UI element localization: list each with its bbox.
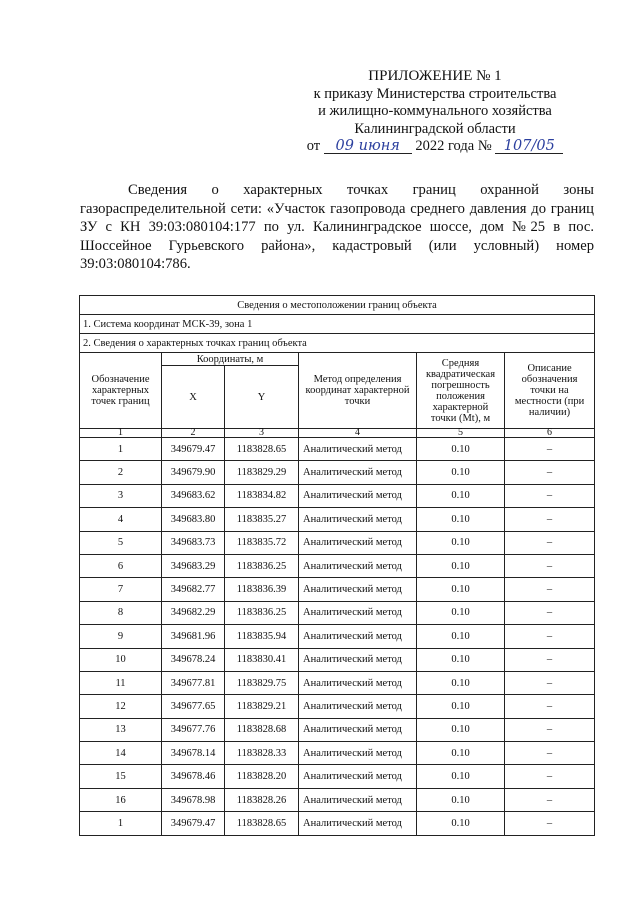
cell-x: 349677.76 [162, 718, 225, 741]
table-row [80, 601, 595, 624]
cell-error: 0.10 [417, 438, 505, 461]
cell-y: 1183835.94 [225, 625, 299, 648]
cell-point-number: 13 [80, 718, 162, 741]
cell-error: 0.10 [417, 812, 505, 835]
cell-x: 349682.77 [162, 578, 225, 601]
cell-description: – [505, 671, 595, 694]
cell-point-number: 7 [80, 578, 162, 601]
cell-error: 0.10 [417, 625, 505, 648]
cell-point-number: 10 [80, 648, 162, 671]
cell-method: Аналитический метод [299, 438, 417, 461]
cell-point-number: 2 [80, 461, 162, 484]
cell-description: – [505, 508, 595, 531]
column-number: 1 [80, 429, 162, 438]
cell-method: Аналитический метод [299, 788, 417, 811]
cell-method: Аналитический метод [299, 554, 417, 577]
cell-description: – [505, 578, 595, 601]
table-row [80, 578, 595, 601]
cell-y: 1183835.72 [225, 531, 299, 554]
cell-error: 0.10 [417, 718, 505, 741]
appendix-title: ПРИЛОЖЕНИЕ № 1 [368, 68, 502, 84]
cell-point-number: 6 [80, 554, 162, 577]
table-row [80, 788, 595, 811]
cell-method: Аналитический метод [299, 742, 417, 765]
header-y: Y [225, 366, 299, 429]
cell-description: – [505, 531, 595, 554]
section-coordinate-system: 1. Система координат МСК-39, зона 1 [80, 315, 595, 334]
cell-method: Аналитический метод [299, 461, 417, 484]
cell-y: 1183828.20 [225, 765, 299, 788]
cell-x: 349677.65 [162, 695, 225, 718]
cell-description: – [505, 438, 595, 461]
cell-error: 0.10 [417, 484, 505, 507]
table-row [80, 671, 595, 694]
intro-paragraph: Сведения о характерных точках границ охранной зоны газораспределительной сети: «Участок газопровода среднего давления до границ ЗУ с КН 39:03:080104:177 по ул. Калининградское шоссе, дом №25 в пос. Шоссейное Гурьевского района», кадастровый (или условный) номер 39:03:080104:786. [80, 182, 594, 273]
cell-error: 0.10 [417, 601, 505, 624]
cell-description: – [505, 695, 595, 718]
column-number: 4 [299, 429, 417, 438]
cell-method: Аналитический метод [299, 601, 417, 624]
cell-y: 1183830.41 [225, 648, 299, 671]
cell-point-number: 9 [80, 625, 162, 648]
cell-method: Аналитический метод [299, 484, 417, 507]
cell-y: 1183835.27 [225, 508, 299, 531]
cell-method: Аналитический метод [299, 671, 417, 694]
cell-point-number: 16 [80, 788, 162, 811]
cell-error: 0.10 [417, 788, 505, 811]
cell-error: 0.10 [417, 578, 505, 601]
table-row [80, 484, 595, 507]
cell-x: 349681.96 [162, 625, 225, 648]
table-row [80, 461, 595, 484]
cell-method: Аналитический метод [299, 812, 417, 835]
cell-x: 349678.98 [162, 788, 225, 811]
header-method: Метод определения координат характерной точки [299, 353, 417, 429]
cell-x: 349679.90 [162, 461, 225, 484]
cell-point-number: 8 [80, 601, 162, 624]
table-row [80, 765, 595, 788]
boundary-points-table [79, 295, 595, 836]
header-coordinates: Координаты, м [162, 353, 299, 366]
cell-x: 349683.80 [162, 508, 225, 531]
cell-error: 0.10 [417, 648, 505, 671]
cell-description: – [505, 484, 595, 507]
cell-method: Аналитический метод [299, 578, 417, 601]
cell-point-number: 3 [80, 484, 162, 507]
cell-description: – [505, 742, 595, 765]
cell-y: 1183828.68 [225, 718, 299, 741]
table-row [80, 648, 595, 671]
handwritten-date: 09 июня [324, 139, 412, 154]
column-number: 2 [162, 429, 225, 438]
cell-method: Аналитический метод [299, 508, 417, 531]
cell-description: – [505, 601, 595, 624]
appendix-line-3: Калининградской области [354, 120, 516, 137]
cell-method: Аналитический метод [299, 718, 417, 741]
cell-method: Аналитический метод [299, 648, 417, 671]
cell-y: 1183829.75 [225, 671, 299, 694]
cell-point-number: 12 [80, 695, 162, 718]
header-x: X [162, 366, 225, 429]
cell-y: 1183834.82 [225, 484, 299, 507]
table-row [80, 742, 595, 765]
date-prefix: от [306, 138, 321, 154]
cell-point-number: 11 [80, 671, 162, 694]
appendix-header [300, 68, 570, 156]
cell-x: 349683.29 [162, 554, 225, 577]
cell-description: – [505, 461, 595, 484]
cell-description: – [505, 788, 595, 811]
cell-point-number: 15 [80, 765, 162, 788]
cell-x: 349682.29 [162, 601, 225, 624]
appendix-line-2: и жилищно-коммунального хозяйства [318, 103, 552, 119]
table-row [80, 812, 595, 835]
cell-point-number: 4 [80, 508, 162, 531]
cell-y: 1183836.25 [225, 554, 299, 577]
appendix-date-line [300, 138, 570, 156]
cell-error: 0.10 [417, 742, 505, 765]
cell-point-number: 14 [80, 742, 162, 765]
cell-x: 349678.14 [162, 742, 225, 765]
cell-x: 349678.46 [162, 765, 225, 788]
cell-y: 1183836.25 [225, 601, 299, 624]
cell-method: Аналитический метод [299, 765, 417, 788]
column-number: 3 [225, 429, 299, 438]
cell-y: 1183828.33 [225, 742, 299, 765]
section-points-info: 2. Сведения о характерных точках границ объекта [80, 334, 595, 353]
cell-point-number: 5 [80, 531, 162, 554]
cell-method: Аналитический метод [299, 695, 417, 718]
cell-description: – [505, 648, 595, 671]
column-number: 6 [505, 429, 595, 438]
cell-x: 349683.73 [162, 531, 225, 554]
cell-x: 349683.62 [162, 484, 225, 507]
cell-method: Аналитический метод [299, 531, 417, 554]
appendix-line-1: к приказу Министерства строительства [313, 85, 557, 102]
cell-point-number: 1 [80, 812, 162, 835]
cell-x: 349677.81 [162, 671, 225, 694]
table-row [80, 508, 595, 531]
cell-description: – [505, 554, 595, 577]
table-row [80, 438, 595, 461]
cell-y: 1183828.65 [225, 438, 299, 461]
header-point-designation: Обозначение характерных точек границ [80, 353, 162, 429]
cell-x: 349679.47 [162, 812, 225, 835]
column-number: 5 [417, 429, 505, 438]
table-row [80, 718, 595, 741]
table-row [80, 695, 595, 718]
cell-y: 1183829.21 [225, 695, 299, 718]
cell-error: 0.10 [417, 671, 505, 694]
cell-x: 349678.24 [162, 648, 225, 671]
table-row [80, 625, 595, 648]
cell-error: 0.10 [417, 695, 505, 718]
table-row [80, 531, 595, 554]
header-description: Описание обозначения точки на местности (при наличии) [505, 353, 595, 429]
year-text: 2022 года № [415, 138, 492, 154]
header-error: Средняя квадратическая погрешность положения характерной точки (Mt), м [417, 353, 505, 429]
cell-error: 0.10 [417, 461, 505, 484]
cell-error: 0.10 [417, 508, 505, 531]
cell-description: – [505, 625, 595, 648]
cell-error: 0.10 [417, 531, 505, 554]
cell-error: 0.10 [417, 765, 505, 788]
cell-description: – [505, 812, 595, 835]
section-title: Сведения о местоположении границ объекта [80, 296, 595, 315]
cell-method: Аналитический метод [299, 625, 417, 648]
cell-description: – [505, 765, 595, 788]
cell-y: 1183829.29 [225, 461, 299, 484]
cell-y: 1183836.39 [225, 578, 299, 601]
cell-y: 1183828.65 [225, 812, 299, 835]
cell-x: 349679.47 [162, 438, 225, 461]
cell-point-number: 1 [80, 438, 162, 461]
cell-error: 0.10 [417, 554, 505, 577]
table-row [80, 554, 595, 577]
cell-y: 1183828.26 [225, 788, 299, 811]
cell-description: – [505, 718, 595, 741]
handwritten-number: 107/05 [495, 139, 563, 154]
